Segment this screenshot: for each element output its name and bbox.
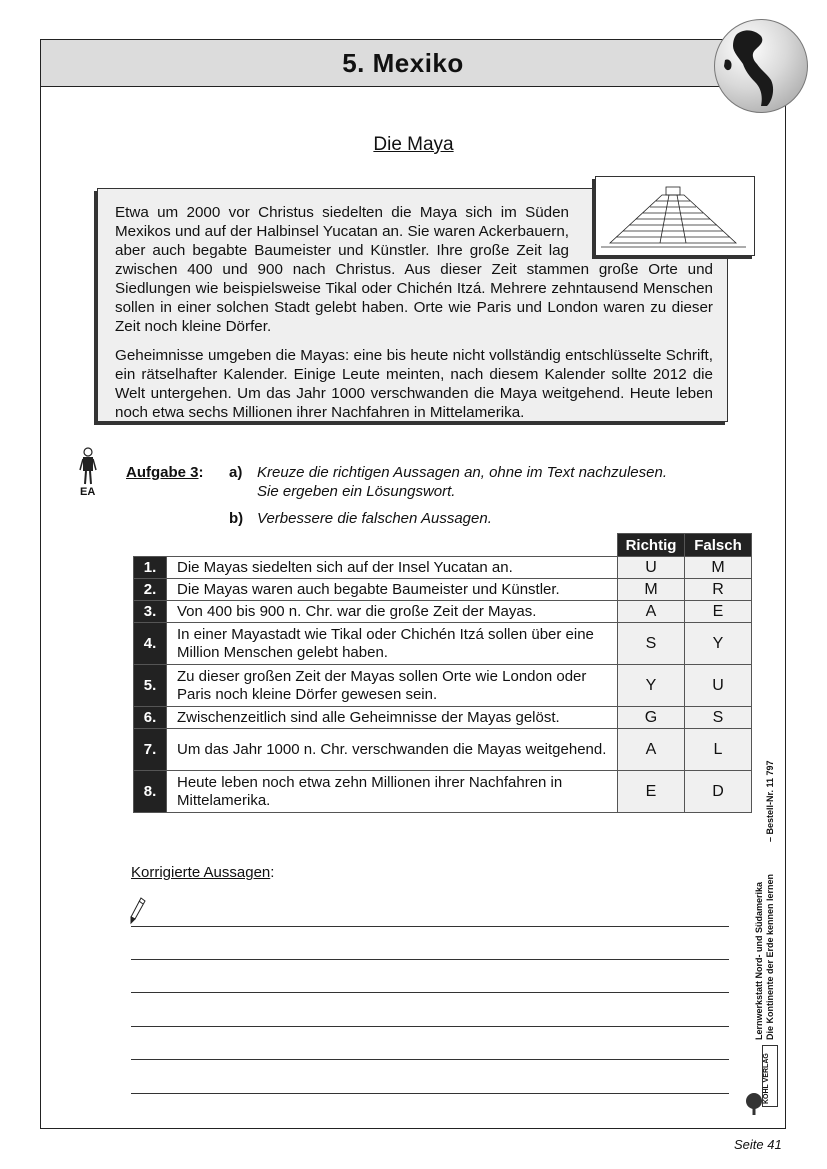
answer-falsch[interactable]: L bbox=[685, 729, 752, 771]
row-statement: Um das Jahr 1000 n. Chr. verschwanden die Mayas weitgehend. bbox=[167, 729, 618, 771]
table-row bbox=[134, 771, 752, 813]
answer-falsch[interactable]: D bbox=[685, 771, 752, 813]
writing-line[interactable] bbox=[131, 1026, 729, 1027]
corrected-label-colon: : bbox=[270, 864, 275, 881]
answer-falsch[interactable]: U bbox=[685, 665, 752, 707]
page-number: Seite 41 bbox=[734, 1137, 782, 1152]
answer-falsch[interactable]: R bbox=[685, 579, 752, 601]
task-label bbox=[126, 464, 204, 481]
writing-line[interactable] bbox=[131, 926, 729, 927]
paragraph-2: Geheimnisse umgeben die Mayas: eine bis heute nicht vollständig entschlüsselte Schrift, ein rätselhafter Kalender. Einige Leute meinten, nach diesem Kalender sollte 2012 die Welt untergehen. Um das Jahr 1000 verschwanden die Maya weitgehend. Heute leben noch etwa sechs Millionen ihrer Nachfahren in Mittelamerika. bbox=[115, 347, 713, 421]
task-a-text-2: Sie ergeben ein Lösungswort. bbox=[257, 483, 456, 500]
table-row bbox=[134, 601, 752, 623]
ea-label: EA bbox=[80, 486, 96, 498]
statements-table bbox=[133, 533, 752, 813]
task-label-colon: : bbox=[198, 464, 204, 481]
row-number: 3. bbox=[134, 601, 167, 623]
writing-line[interactable] bbox=[131, 1059, 729, 1060]
student-icon bbox=[78, 446, 98, 486]
pyramid-icon bbox=[596, 177, 752, 253]
publisher-logo bbox=[762, 1045, 778, 1107]
answer-richtig[interactable]: S bbox=[618, 623, 685, 665]
table-row bbox=[134, 707, 752, 729]
answer-richtig[interactable]: M bbox=[618, 579, 685, 601]
side-order-number: – Bestell-Nr. 11 797 bbox=[765, 760, 775, 842]
answer-falsch[interactable]: Y bbox=[685, 623, 752, 665]
table-row bbox=[134, 623, 752, 665]
chapter-header bbox=[40, 39, 786, 87]
section-title: Die Maya bbox=[373, 134, 454, 155]
answer-richtig[interactable]: Y bbox=[618, 665, 685, 707]
paragraph-1: Etwa um 2000 vor Christus siedelten die Maya sich im Süden Mexikos und auf der Halbinsel Yucatan an. Sie waren Ackerbauern, aber auch begabte Baumeister und Künstler. Ihre große Zeit lag zwischen 400 und 900 nach Christus. Aus dieser Zeit stammen große Orte und Siedlungen wie beispielsweise Tikal oder Chichén Itzá. Mehrere zehntausend Menschen sollen in einer solchen Stadt gelebt haben. Orte wie Paris und London waren zu dieser Zeit noch kleine Dörfer. bbox=[115, 204, 713, 335]
row-statement: In einer Mayastadt wie Tikal oder Chichén Itzá sollen über eine Million Menschen gelebt haben. bbox=[167, 623, 618, 665]
task-b-text: Verbessere die falschen Aussagen. bbox=[257, 510, 492, 527]
row-statement: Die Mayas siedelten sich auf der Insel Yucatan an. bbox=[167, 557, 618, 579]
row-number: 7. bbox=[134, 729, 167, 771]
globe-icon bbox=[714, 19, 808, 113]
corrected-statements-label bbox=[131, 864, 274, 881]
header-richtig: Richtig bbox=[618, 534, 685, 557]
row-number: 1. bbox=[134, 557, 167, 579]
header-falsch: Falsch bbox=[685, 534, 752, 557]
row-statement: Die Mayas waren auch begabte Baumeister und Künstler. bbox=[167, 579, 618, 601]
writing-line[interactable] bbox=[131, 992, 729, 993]
publisher-tree-icon bbox=[744, 1092, 764, 1116]
answer-falsch[interactable]: M bbox=[685, 557, 752, 579]
pyramid-image bbox=[595, 176, 755, 256]
answer-richtig[interactable]: E bbox=[618, 771, 685, 813]
task-label-text: Aufgabe 3 bbox=[126, 464, 199, 481]
side-series-title: Lernwerkstatt Nord- und Südamerika bbox=[754, 881, 764, 1040]
table-row bbox=[134, 579, 752, 601]
row-statement: Heute leben noch etwa zehn Millionen ihrer Nachfahren in Mittelamerika. bbox=[167, 771, 618, 813]
chapter-title: 5. Mexiko bbox=[342, 47, 464, 78]
pencil-icon bbox=[129, 897, 147, 925]
task-a-text-1: Kreuze die richtigen Aussagen an, ohne im Text nachzulesen. bbox=[257, 464, 667, 481]
table-header-blank bbox=[134, 534, 618, 557]
corrected-label-text: Korrigierte Aussagen bbox=[131, 864, 271, 881]
answer-richtig[interactable]: G bbox=[618, 707, 685, 729]
table-row bbox=[134, 665, 752, 707]
row-number: 2. bbox=[134, 579, 167, 601]
answer-falsch[interactable]: S bbox=[685, 707, 752, 729]
answer-richtig[interactable]: A bbox=[618, 729, 685, 771]
row-number: 5. bbox=[134, 665, 167, 707]
row-statement: Von 400 bis 900 n. Chr. war die große Zeit der Mayas. bbox=[167, 601, 618, 623]
task-a-letter: a) bbox=[229, 464, 243, 481]
table-row bbox=[134, 557, 752, 579]
side-series-subtitle: Die Kontinente der Erde kennen lernen bbox=[765, 873, 775, 1040]
writing-line[interactable] bbox=[131, 1093, 729, 1094]
answer-falsch[interactable]: E bbox=[685, 601, 752, 623]
row-number: 4. bbox=[134, 623, 167, 665]
task-b-letter: b) bbox=[229, 510, 244, 527]
row-statement: Zu dieser großen Zeit der Mayas sollen Orte wie London oder Paris noch kleine Dörfer gewesen sein. bbox=[167, 665, 618, 707]
answer-richtig[interactable]: U bbox=[618, 557, 685, 579]
writing-line[interactable] bbox=[131, 959, 729, 960]
row-number: 6. bbox=[134, 707, 167, 729]
row-statement: Zwischenzeitlich sind alle Geheimnisse der Mayas gelöst. bbox=[167, 707, 618, 729]
table-row bbox=[134, 729, 752, 771]
answer-richtig[interactable]: A bbox=[618, 601, 685, 623]
publisher-name: KOHL VERLAG bbox=[763, 1053, 770, 1104]
row-number: 8. bbox=[134, 771, 167, 813]
